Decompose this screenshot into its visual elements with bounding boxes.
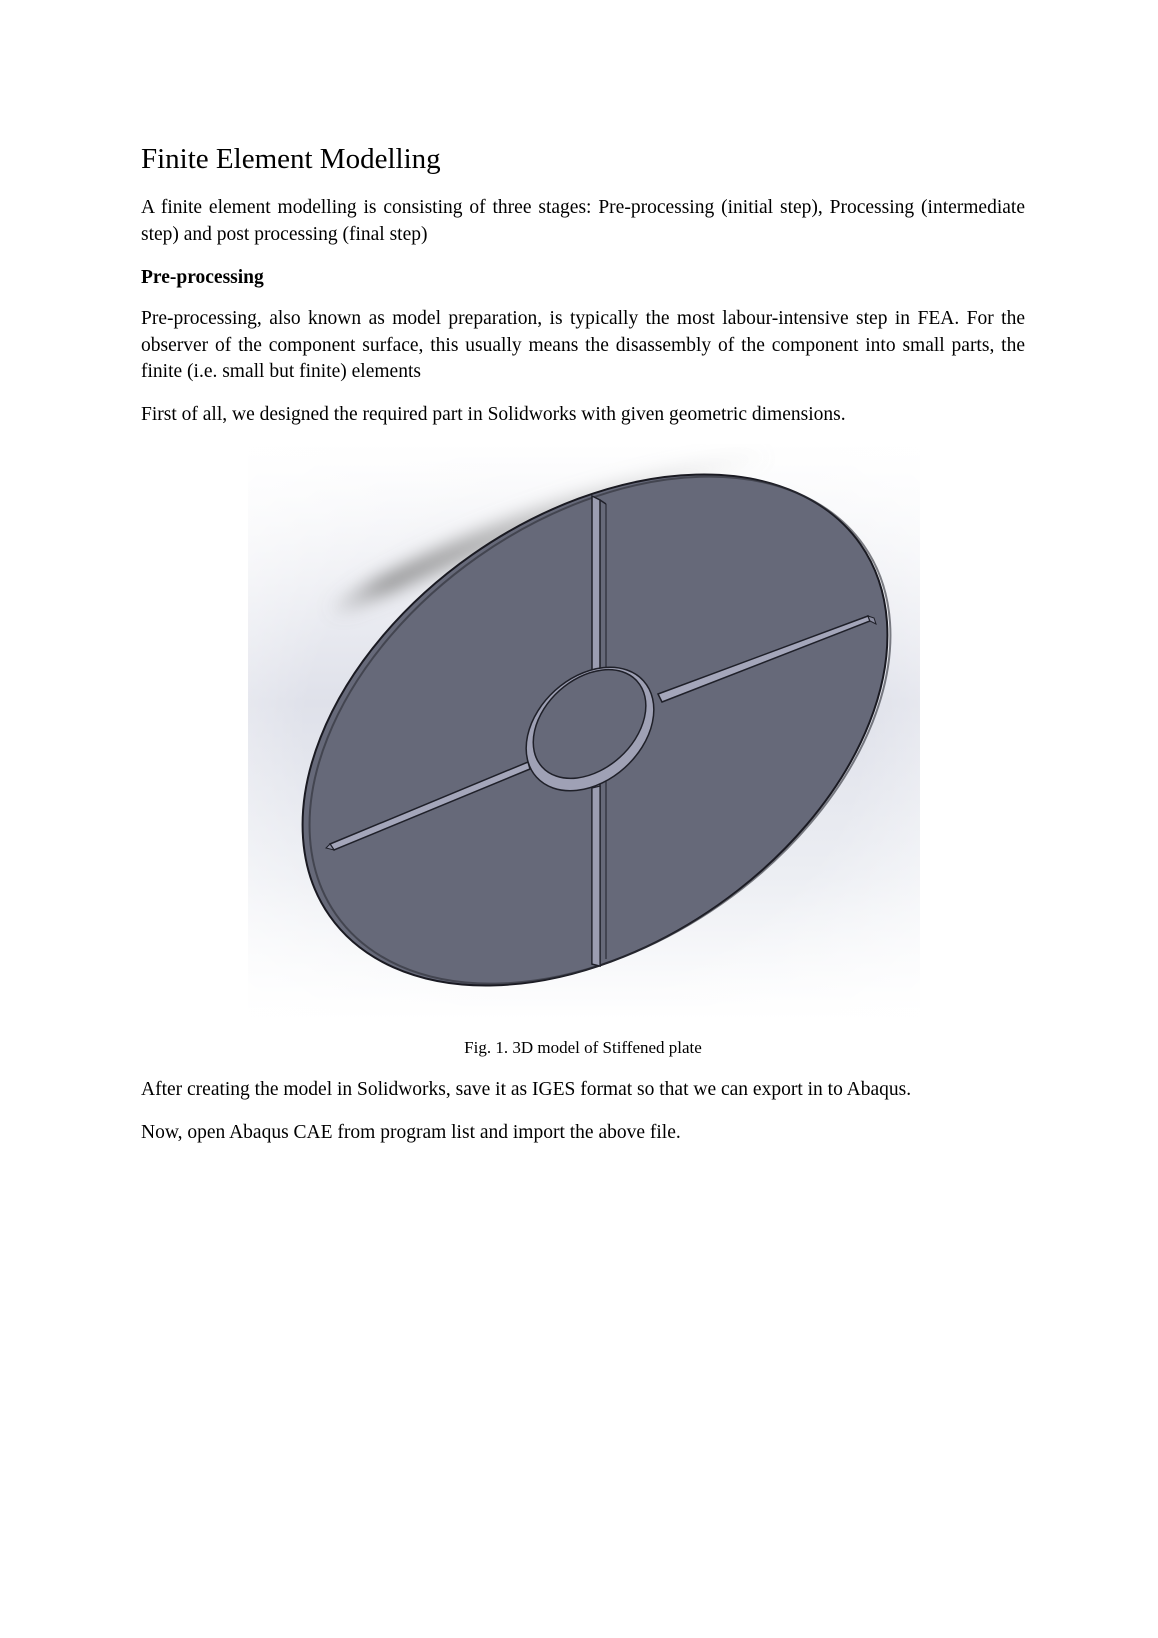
section-heading-preprocessing: Pre-processing	[141, 267, 264, 288]
export-paragraph: After creating the model in Solidworks, save it as IGES format so that we can export in to Abaqus.	[141, 1079, 912, 1100]
figure-caption: Fig. 1. 3D model of Stiffened plate	[464, 1038, 702, 1057]
design-paragraph: First of all, we designed the required part in Solidworks with given geometric dimensions.	[141, 404, 846, 425]
import-paragraph: Now, open Abaqus CAE from program list and import the above file.	[141, 1122, 681, 1143]
stiffened-plate-model-icon	[248, 444, 920, 1019]
stiffened-plate-figure	[248, 444, 920, 1019]
intro-paragraph: A finite element modelling is consisting of three stages: Pre-processing (initial step), Processing (intermediate step) and post processing (final step)	[141, 197, 1025, 245]
preprocessing-paragraph: Pre-processing, also known as model preparation, is typically the most labour-intensive step in FEA. For the observer of the component surface, this usually means the disassembly of the component into small parts, the finite (i.e. small but finite) elements	[141, 308, 1025, 382]
page-title: Finite Element Modelling	[141, 143, 441, 175]
